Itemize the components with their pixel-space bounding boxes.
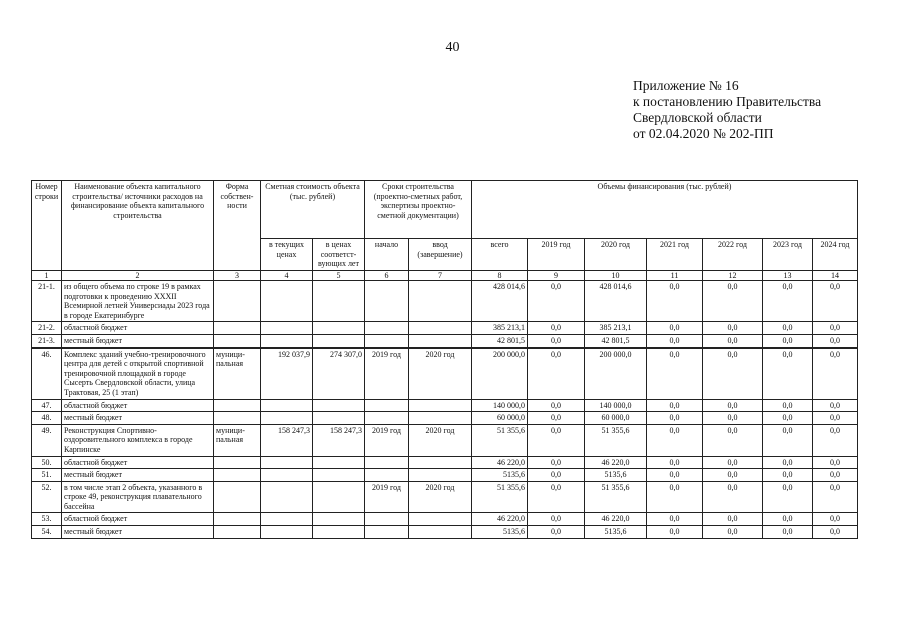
header-2019: 2019 год [528, 239, 585, 271]
row-name-cell: в том числе этап 2 объекта, указанного в строке 49, реконструкция плавательного бассейна [62, 481, 214, 513]
table-cell: 428 014,6 [472, 281, 528, 322]
header-funding-volumes: Объемы финансирования (тыс. рублей) [472, 181, 858, 239]
table-cell: 0,0 [528, 424, 585, 456]
table-cell: 0,0 [703, 469, 763, 482]
table-cell: 0,0 [813, 399, 858, 412]
row-number-cell: 21-3. [32, 334, 62, 347]
row-number-cell: 21-1. [32, 281, 62, 322]
header-matching-prices: в ценах соответст-вующих лет [313, 239, 365, 271]
table-cell: 0,0 [703, 322, 763, 335]
table-cell: 46 220,0 [472, 456, 528, 469]
table-cell [313, 481, 365, 513]
table-cell: 0,0 [528, 469, 585, 482]
table-cell [365, 456, 409, 469]
table-row [32, 456, 858, 469]
table-cell: 158 247,3 [261, 424, 313, 456]
row-number-cell: 49. [32, 424, 62, 456]
row-number-cell: 53. [32, 513, 62, 526]
table-cell [261, 456, 313, 469]
table-cell [261, 481, 313, 513]
table-cell [261, 334, 313, 347]
table-cell: 0,0 [528, 481, 585, 513]
column-number: 4 [261, 271, 313, 281]
table-cell: 0,0 [813, 334, 858, 347]
table-cell: 0,0 [647, 412, 703, 425]
table-cell: 2020 год [409, 424, 472, 456]
column-number: 14 [813, 271, 858, 281]
table-cell: 274 307,0 [313, 348, 365, 399]
table-cell [365, 399, 409, 412]
table-cell [365, 513, 409, 526]
table-cell [313, 456, 365, 469]
table-cell: 51 355,6 [472, 424, 528, 456]
table-cell: 140 000,0 [472, 399, 528, 412]
table-cell: 0,0 [813, 281, 858, 322]
row-number-cell: 51. [32, 469, 62, 482]
header-estimated-cost: Сметная стоимость объекта (тыс. рублей) [261, 181, 365, 239]
row-name-cell: местный бюджет [62, 469, 214, 482]
table-cell: 0,0 [647, 481, 703, 513]
table-cell [409, 334, 472, 347]
table-cell: муници-пальная [214, 348, 261, 399]
column-number: 2 [62, 271, 214, 281]
table-cell: муници-пальная [214, 424, 261, 456]
table-cell: 46 220,0 [585, 456, 647, 469]
row-number-cell: 47. [32, 399, 62, 412]
table-cell [214, 469, 261, 482]
table-cell: 385 213,1 [472, 322, 528, 335]
table-cell [214, 399, 261, 412]
table-cell: 51 355,6 [472, 481, 528, 513]
table-cell [365, 412, 409, 425]
row-number-cell: 52. [32, 481, 62, 513]
row-name-cell: местный бюджет [62, 412, 214, 425]
table-cell: 0,0 [647, 281, 703, 322]
table-cell: 0,0 [647, 526, 703, 539]
column-number: 8 [472, 271, 528, 281]
table-cell: 0,0 [703, 348, 763, 399]
table-cell: 2019 год [365, 481, 409, 513]
row-name-cell: Комплекс зданий учебно-тренировочного центра для детей с открытой спортивной тренировочной площадкой в городе Сысерть Свердловской области, улица Трактовая, 25 (1 этап) [62, 348, 214, 399]
table-cell: 0,0 [763, 281, 813, 322]
row-name-cell: из общего объема по строке 19 в рамках подготовки к проведению XXXII Всемирной летней Универсиады 2023 года в городе Екатеринбурге [62, 281, 214, 322]
row-name-cell: областной бюджет [62, 399, 214, 412]
column-number: 11 [647, 271, 703, 281]
table-cell [313, 281, 365, 322]
appendix-block [633, 78, 821, 142]
table-cell [313, 526, 365, 539]
table-cell [261, 281, 313, 322]
table-cell: 0,0 [647, 513, 703, 526]
column-number: 9 [528, 271, 585, 281]
table-cell [409, 412, 472, 425]
table-cell: 0,0 [647, 348, 703, 399]
table-cell [214, 456, 261, 469]
column-number: 1 [32, 271, 62, 281]
table-cell: 0,0 [763, 322, 813, 335]
appendix-line-1: Приложение № 16 [633, 78, 739, 93]
table-cell: 0,0 [813, 513, 858, 526]
header-2020: 2020 год [585, 239, 647, 271]
table-cell [409, 526, 472, 539]
table-row [32, 334, 858, 347]
table-cell: 46 220,0 [585, 513, 647, 526]
table-cell: 0,0 [703, 281, 763, 322]
header-2021: 2021 год [647, 239, 703, 271]
table-cell: 0,0 [813, 424, 858, 456]
header-2023: 2023 год [763, 239, 813, 271]
table-cell: 0,0 [703, 513, 763, 526]
table-cell: 0,0 [763, 469, 813, 482]
column-number: 3 [214, 271, 261, 281]
table-cell [313, 322, 365, 335]
table-row [32, 481, 858, 513]
table-cell: 42 801,5 [585, 334, 647, 347]
table-cell [261, 412, 313, 425]
table-cell: 0,0 [528, 412, 585, 425]
table-cell: 2020 год [409, 348, 472, 399]
header-current-prices: в текущих ценах [261, 239, 313, 271]
table-cell: 0,0 [763, 526, 813, 539]
table-cell: 0,0 [528, 399, 585, 412]
appendix-line-3: Свердловской области [633, 110, 762, 125]
table-cell: 46 220,0 [472, 513, 528, 526]
table-cell [409, 281, 472, 322]
table-cell [313, 513, 365, 526]
table-cell: 0,0 [763, 481, 813, 513]
table-cell: 0,0 [647, 456, 703, 469]
header-commissioning: ввод (завершение) [409, 239, 472, 271]
row-number-cell: 46. [32, 348, 62, 399]
table-cell: 0,0 [813, 322, 858, 335]
table-cell [313, 334, 365, 347]
table-cell: 42 801,5 [472, 334, 528, 347]
table-cell [365, 526, 409, 539]
table-cell: 0,0 [763, 412, 813, 425]
table-cell [214, 526, 261, 539]
table-cell: 200 000,0 [472, 348, 528, 399]
table-cell: 0,0 [763, 334, 813, 347]
table-cell [365, 469, 409, 482]
table-cell [261, 513, 313, 526]
table-cell: 0,0 [813, 456, 858, 469]
column-number: 7 [409, 271, 472, 281]
table-cell: 0,0 [763, 513, 813, 526]
column-number-row [32, 271, 858, 281]
table-cell: 200 000,0 [585, 348, 647, 399]
table-row [32, 322, 858, 335]
row-name-cell: областной бюджет [62, 322, 214, 335]
table-cell [261, 469, 313, 482]
table-cell: 0,0 [703, 456, 763, 469]
table-cell: 2019 год [365, 424, 409, 456]
table-cell: 0,0 [528, 348, 585, 399]
table-cell: 0,0 [763, 399, 813, 412]
table-cell: 0,0 [528, 456, 585, 469]
table-cell: 5135,6 [585, 469, 647, 482]
table-cell [313, 469, 365, 482]
table-cell: 5135,6 [472, 469, 528, 482]
table-cell: 5135,6 [585, 526, 647, 539]
table-cell: 0,0 [647, 399, 703, 412]
table-cell [214, 481, 261, 513]
table-cell [409, 399, 472, 412]
table-cell [214, 513, 261, 526]
table-cell: 0,0 [813, 469, 858, 482]
row-number-cell: 54. [32, 526, 62, 539]
table-cell: 0,0 [528, 281, 585, 322]
appendix-line-4: от 02.04.2020 № 202-ПП [633, 126, 774, 141]
row-name-cell: Реконструкция Спортивно-оздоровительного комплекса в городе Карпинске [62, 424, 214, 456]
table-cell: 158 247,3 [313, 424, 365, 456]
table-body [32, 271, 858, 539]
table-row [32, 399, 858, 412]
table-cell [409, 513, 472, 526]
column-number: 10 [585, 271, 647, 281]
table-cell: 0,0 [703, 399, 763, 412]
table-cell [409, 469, 472, 482]
table-cell [214, 412, 261, 425]
table-cell: 2020 год [409, 481, 472, 513]
header-object-name: Наименование объекта капитального строительства/ источники расходов на финансирование объекта капитального строительства [62, 181, 214, 271]
header-row-number: Номер строки [32, 181, 62, 271]
table-cell: 0,0 [813, 412, 858, 425]
table-cell: 0,0 [647, 322, 703, 335]
table-row [32, 526, 858, 539]
table-cell: 0,0 [703, 412, 763, 425]
page-number: 40 [445, 40, 460, 55]
header-2022: 2022 год [703, 239, 763, 271]
table-cell: 0,0 [813, 526, 858, 539]
table-cell: 2019 год [365, 348, 409, 399]
table-cell: 385 213,1 [585, 322, 647, 335]
table-row [32, 469, 858, 482]
table-row [32, 412, 858, 425]
row-name-cell: местный бюджет [62, 334, 214, 347]
table-cell [261, 322, 313, 335]
row-name-cell: областной бюджет [62, 513, 214, 526]
table-cell: 60 000,0 [585, 412, 647, 425]
table-cell: 60 000,0 [472, 412, 528, 425]
table-cell: 0,0 [647, 334, 703, 347]
table-cell [261, 399, 313, 412]
header-total: всего [472, 239, 528, 271]
table-cell: 192 037,9 [261, 348, 313, 399]
table-row [32, 424, 858, 456]
table-cell: 51 355,6 [585, 481, 647, 513]
row-name-cell: местный бюджет [62, 526, 214, 539]
table-cell: 0,0 [647, 469, 703, 482]
table-cell [214, 334, 261, 347]
table-row [32, 513, 858, 526]
table-cell: 0,0 [647, 424, 703, 456]
column-number: 13 [763, 271, 813, 281]
table-cell [261, 526, 313, 539]
header-start: начало [365, 239, 409, 271]
table-row [32, 348, 858, 399]
table-cell: 140 000,0 [585, 399, 647, 412]
table-cell [409, 456, 472, 469]
header-construction-terms: Сроки строительства (проектно-сметных работ, экспертизы проектно-сметной документации) [365, 181, 472, 239]
financing-table [31, 180, 858, 539]
table-cell: 0,0 [813, 481, 858, 513]
table-cell: 0,0 [763, 424, 813, 456]
table-cell [365, 334, 409, 347]
table-cell: 5135,6 [472, 526, 528, 539]
table-cell [365, 281, 409, 322]
table-cell: 0,0 [703, 424, 763, 456]
table-row [32, 281, 858, 322]
table-cell [365, 322, 409, 335]
row-name-cell: областной бюджет [62, 456, 214, 469]
appendix-line-2: к постановлению Правительства [633, 94, 822, 109]
row-number-cell: 48. [32, 412, 62, 425]
table-cell [214, 322, 261, 335]
header-ownership: Форма собствен-ности [214, 181, 261, 271]
table-cell: 0,0 [528, 322, 585, 335]
table-cell: 0,0 [763, 456, 813, 469]
header-2024: 2024 год [813, 239, 858, 271]
table-cell: 0,0 [813, 348, 858, 399]
table-cell: 0,0 [703, 334, 763, 347]
table-cell: 0,0 [528, 526, 585, 539]
column-number: 6 [365, 271, 409, 281]
table-cell: 0,0 [703, 481, 763, 513]
table-cell: 0,0 [528, 513, 585, 526]
table-cell: 0,0 [528, 334, 585, 347]
table-cell: 51 355,6 [585, 424, 647, 456]
table-cell: 428 014,6 [585, 281, 647, 322]
table-cell [313, 399, 365, 412]
column-number: 12 [703, 271, 763, 281]
row-number-cell: 21-2. [32, 322, 62, 335]
table-cell [313, 412, 365, 425]
table-cell [409, 322, 472, 335]
table-cell: 0,0 [763, 348, 813, 399]
row-number-cell: 50. [32, 456, 62, 469]
table-cell: 0,0 [703, 526, 763, 539]
table-cell [214, 281, 261, 322]
column-number: 5 [313, 271, 365, 281]
